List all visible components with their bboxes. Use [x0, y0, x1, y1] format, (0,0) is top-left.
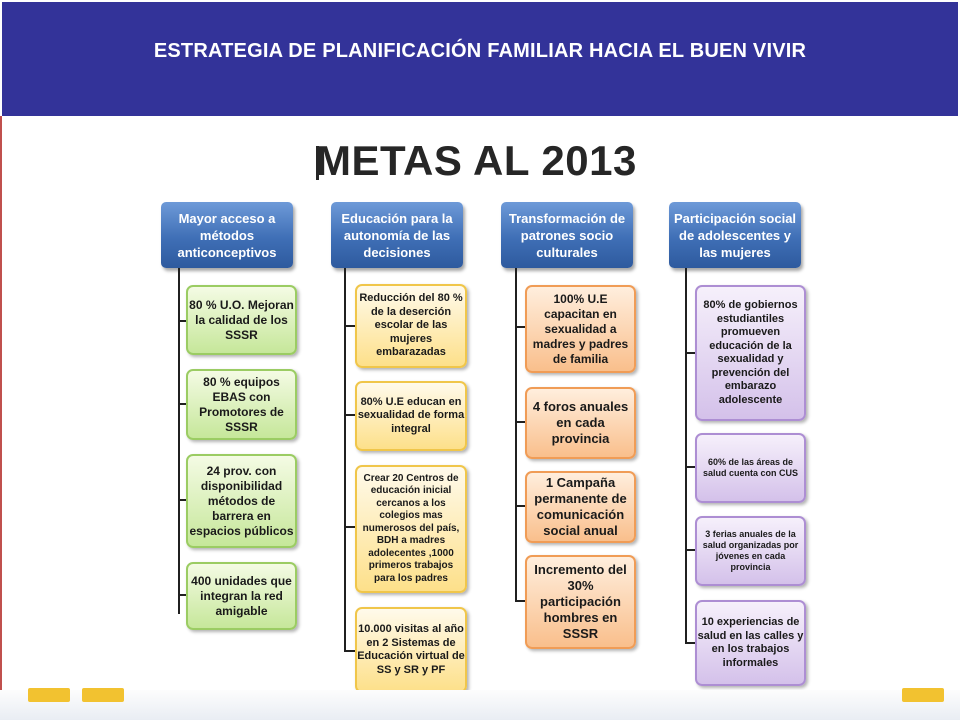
goal-box: Reducción del 80 % de la deserción escolar de las mujeres embarazadas [355, 284, 467, 368]
page-title: ESTRATEGIA DE PLANIFICACIÓN FAMILIAR HACIA EL BUEN VIVIR [153, 40, 807, 62]
goal-box: 10.000 visitas al año en 2 Sistemas de Educación virtual de SS y SR y PF [355, 607, 467, 693]
goal-box: 80% de gobiernos estudiantiles promueven educación de la sexualidad y prevención del embarazo adolescente [695, 285, 806, 421]
left-accent-rule [0, 116, 2, 692]
goal-box: 80 % equipos EBAS con Promotores de SSSR [186, 369, 297, 440]
goal-box: 3 ferias anuales de la salud organizadas por jóvenes en cada provincia [695, 516, 806, 586]
prev-slide-button[interactable] [28, 688, 70, 702]
goal-box: 24 prov. con disponibilidad métodos de barrera en espacios públicos [186, 454, 297, 548]
goal-box: 80% U.E educan en sexualidad de forma integral [355, 381, 467, 451]
diagram-title: METAS AL 2013 [316, 137, 637, 184]
bottom-strip [0, 690, 960, 720]
goal-box: 400 unidades que integran la red amigable [186, 562, 297, 630]
goal-box: 80 % U.O. Mejoran la calidad de los SSSR [186, 285, 297, 355]
column-heading-4: Participación social de adolescentes y las mujeres [669, 202, 801, 268]
next-slide-button[interactable] [82, 688, 124, 702]
column-heading-2: Educación para la autonomía de las decisiones [331, 202, 463, 268]
goal-box: Incremento del 30% participación hombres en SSSR [525, 555, 636, 649]
header-bar [2, 2, 958, 116]
column-heading-1: Mayor acceso a métodos anticonceptivos [161, 202, 293, 268]
goal-box: 60% de las áreas de salud cuenta con CUS [695, 433, 806, 503]
goal-box: 1 Campaña permanente de comunicación social anual [525, 471, 636, 543]
goal-box: Crear 20 Centros de educación inicial cercanos a los colegios mas numerosos del país, BDH a madres adolecentes ,1000 primeros trabajos para los padres [355, 465, 467, 593]
menu-button[interactable] [902, 688, 944, 702]
column-heading-3: Transformación de patrones socio culturales [501, 202, 633, 268]
goal-box: 10 experiencias de salud en las calles y en los trabajos informales [695, 600, 806, 686]
goal-box: 4 foros anuales en cada provincia [525, 387, 636, 459]
connector-line [515, 268, 517, 602]
goal-box: 100% U.E capacitan en sexualidad a madres y padres de familia [525, 285, 636, 373]
connector-line [685, 268, 687, 644]
